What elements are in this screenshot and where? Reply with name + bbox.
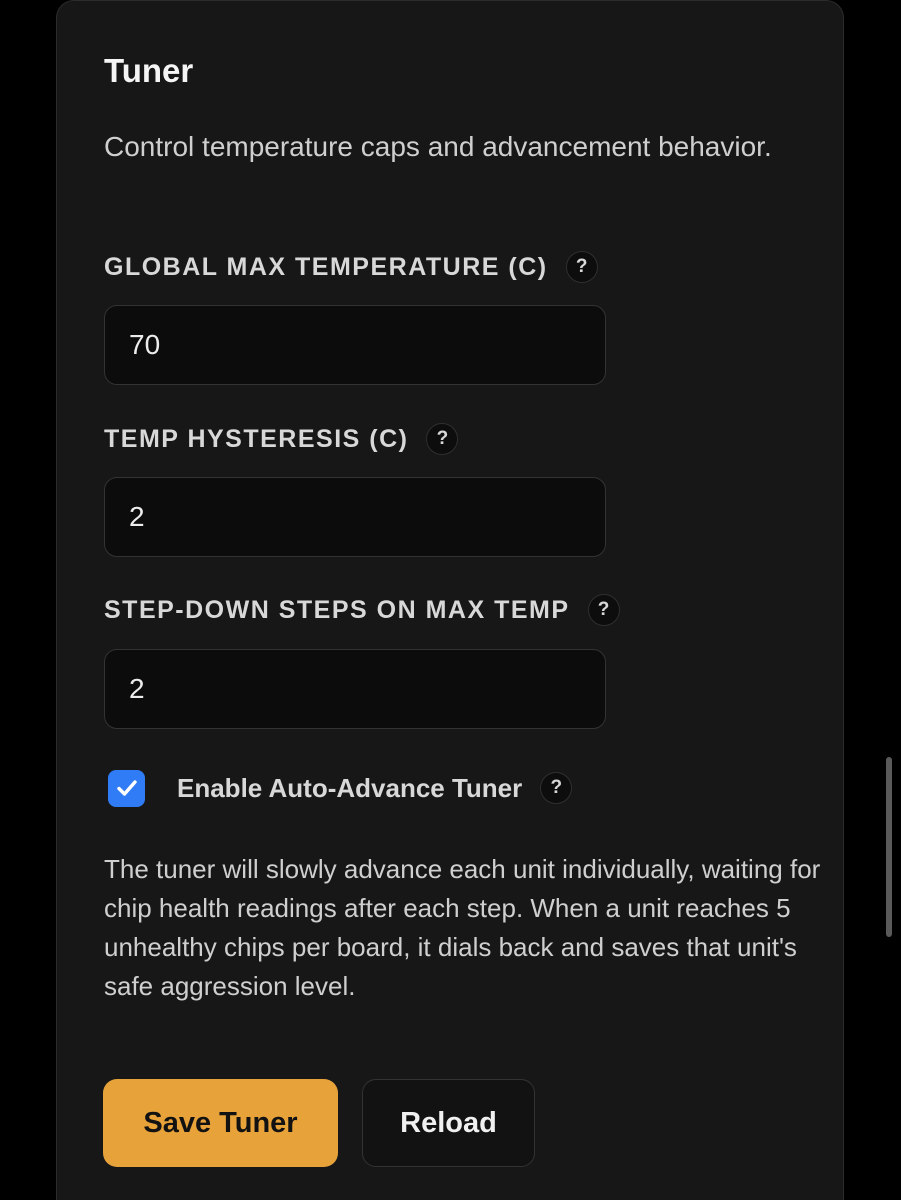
temp-hysteresis-help-icon[interactable]: ? <box>426 423 458 455</box>
global-max-temp-label: GLOBAL MAX TEMPERATURE (C) <box>104 252 548 281</box>
temp-hysteresis-label: TEMP HYSTERESIS (C) <box>104 424 409 453</box>
step-down-steps-help-icon[interactable]: ? <box>588 594 620 626</box>
auto-advance-info: The tuner will slowly advance each unit individually, waiting for chip health readings after each step. When a unit reaches 5 unhealthy chips per board, it dials back and saves that unit's safe aggression level. <box>104 854 821 1001</box>
temp-hysteresis-input[interactable] <box>104 477 606 557</box>
global-max-temp-label-row <box>104 247 598 287</box>
global-max-temp-input[interactable] <box>104 305 606 385</box>
reload-button[interactable]: Reload <box>362 1079 535 1167</box>
auto-advance-label[interactable]: Enable Auto-Advance Tuner <box>177 772 523 803</box>
save-tuner-button[interactable]: Save Tuner <box>103 1079 338 1167</box>
step-down-steps-input[interactable] <box>104 649 606 729</box>
auto-advance-checkbox[interactable] <box>108 770 145 807</box>
step-down-steps-label: STEP-DOWN STEPS ON MAX TEMP <box>104 595 570 624</box>
scrollbar-thumb[interactable] <box>886 757 892 937</box>
panel-title: Tuner <box>104 52 194 89</box>
checkmark-icon <box>114 775 140 801</box>
auto-advance-row <box>108 768 572 808</box>
auto-advance-help-icon[interactable]: ? <box>540 772 572 804</box>
temp-hysteresis-label-row <box>104 419 458 459</box>
global-max-temp-help-icon[interactable]: ? <box>566 251 598 283</box>
panel-description: Control temperature caps and advancement behavior. <box>104 131 772 162</box>
step-down-steps-label-row <box>104 590 620 630</box>
